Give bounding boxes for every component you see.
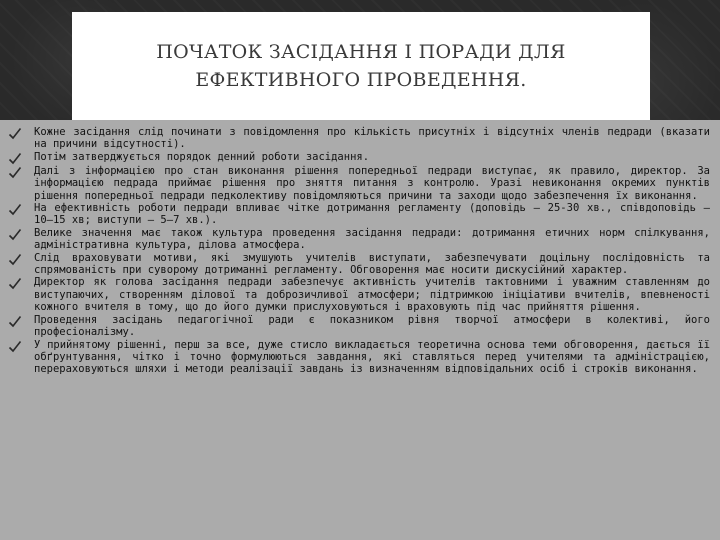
- bullet-text: Потім затверджується порядок денний роботи засідання.: [34, 150, 370, 163]
- content-box: [0, 120, 720, 540]
- bullet-item: [8, 339, 710, 376]
- checkmark-icon: [8, 315, 34, 328]
- bullet-item: [8, 151, 710, 165]
- checkmark-icon: [8, 152, 34, 165]
- bullet-item: [8, 314, 710, 339]
- checkmark-icon: [8, 203, 34, 216]
- bullet-item: [8, 126, 710, 151]
- bullet-text: Проведення засідань педагогічної ради є показником рівня творчої атмосфери в колективі, його професіоналізму.: [34, 313, 710, 339]
- bullet-list: [8, 126, 710, 376]
- bullet-text: Кожне засідання слід починати з повідомлення про кількість присутніх і відсутніх членів педради (вказати на причини відсутності).: [34, 126, 710, 151]
- bullet-text: Велике значення має також культура проведення засідання педради: дотримання етичних норм спілкування, адміністративна культура, ділова атмосфера.: [34, 226, 710, 252]
- checkmark-icon: [8, 277, 34, 290]
- bullet-item: [8, 227, 710, 252]
- checkmark-icon: [8, 127, 34, 140]
- bullet-text: Слід враховувати мотиви, які змушують учителів виступати, забезпечувати доцільну послідовність та спрямованість при суворому дотриманні регламенту. Обговорення має носити дискусійний характер.: [34, 251, 710, 277]
- bullet-text: Далі з інформацією про стан виконання рішення попередньої педради виступає, як правило, директор. За інформацією педрада приймає рішення про зняття питання з контролю. Уразі невиконання окремих пунктів рішення попередньої педради педколективу повідомляються причини та заходи щодо забезпечення їх виконання.: [34, 164, 710, 202]
- bullet-item: [8, 165, 710, 202]
- page-title-line-1: ПОЧАТОК ЗАСІДАННЯ І ПОРАДИ ДЛЯ: [156, 41, 566, 63]
- checkmark-icon: [8, 253, 34, 266]
- checkmark-icon: [8, 340, 34, 353]
- bullet-text: У прийнятому рішенні, перш за все, дуже стисло викладається теоретична основа теми обговорення, дається її обґрунтування, чітко і точно формулюються завдання, які ставляться перед учителями та адміністрацією, перераховуються шляхи і методи реалізації завдань із визначенням відповідальних осіб і строків виконання.: [34, 338, 710, 376]
- title-box: [72, 12, 650, 120]
- checkmark-icon: [8, 166, 34, 179]
- page-title-line-2: ЕФЕКТИВНОГО ПРОВЕДЕННЯ.: [195, 69, 527, 91]
- bullet-item: [8, 276, 710, 313]
- bullet-item: [8, 252, 710, 277]
- bullet-text: На ефективність роботи педради впливає чітке дотримання регламенту (доповідь — 25-30 хв., співдоповідь — 10—15 хв; виступи — 5—7 хв.).: [34, 202, 710, 227]
- checkmark-icon: [8, 228, 34, 241]
- bullet-text: Директор як голова засідання педради забезпечує активність учителів тактовними і уважним ставленням до виступаючих, створенням ділової та доброзичливої атмосфери; підтримкою ініціативи вчителів, впевненості кожного вчителя в тому, що до його думки прислуховуються і враховують під час прийняття рішення.: [34, 276, 710, 314]
- bullet-item: [8, 202, 710, 227]
